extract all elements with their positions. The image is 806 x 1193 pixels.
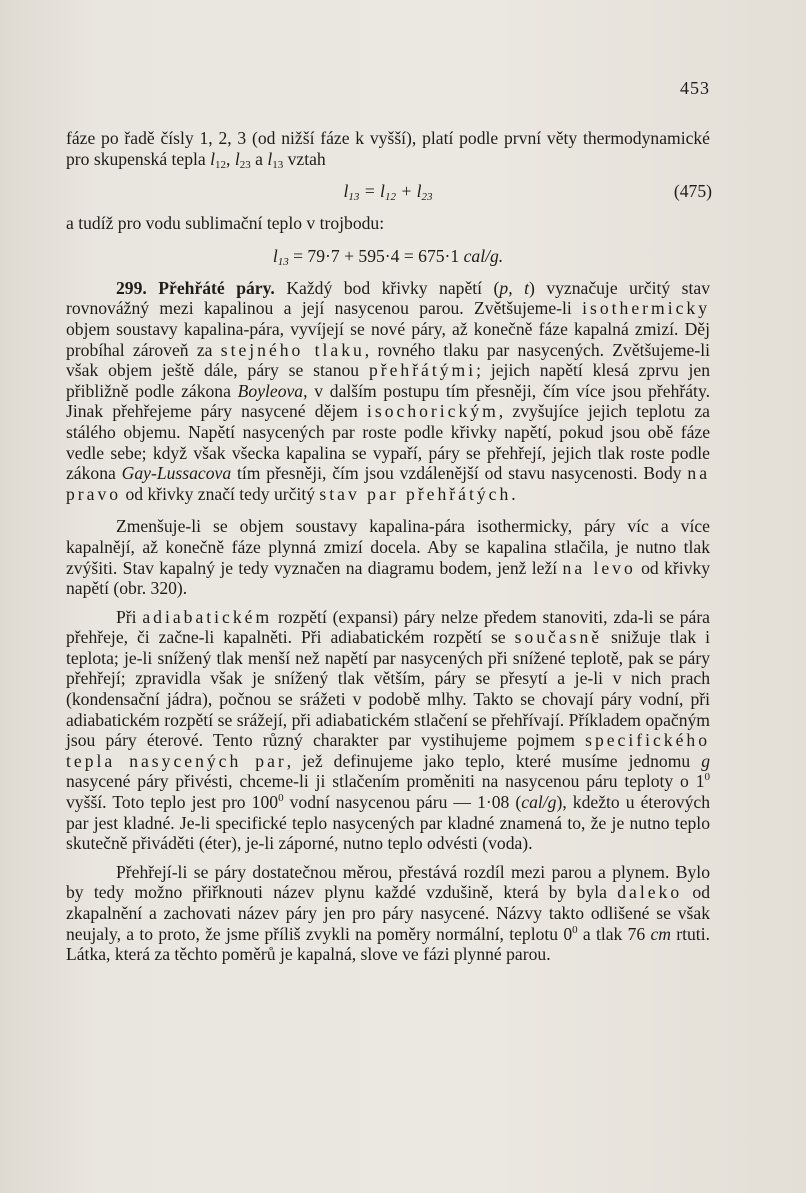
section-299-paragraph: 299. Přehřáté páry. Každý bod křivky napětí (p, t) vyznačuje určitý stav rovnovážný mezi kapalinou a její nasycenou parou. Zvětšujeme-li isothermicky objem soustavy kapalina-pára, vyvíjejí se nové páry, až konečně fáze kapalná zmizí. Děj probíhal zároveň za stejného tlaku, rovného tlaku par nasycených. Zvětšujeme-li však objem ještě dále, páry se stanou přehřátými; jejich napětí klesá zprvu jen přibližně podle zákona Boyleova, v dalším postupu tím přesněji, čím více jsou přehřáty. Jinak přehřejeme páry nasycené dějem isochorickým, zvyšujíce jejich teplotu za stálého objemu. Napětí nasycených par roste podle křivky napětí, pokud jsou obě fáze vedle sebe; když však všecka kapalina se vypaří, páry se přehřejí, jejich tlak roste podle zákona Gay-Lussacova tím přesněji, čím jsou vzdálenější od stavu nasycenosti. Body na pravo od křivky značí tedy určitý stav par přehřátých. bbox=[66, 277, 711, 504]
page-number: 453 bbox=[680, 78, 710, 98]
sublimation-sentence: a tudíž pro vodu sublimační teplo v trojbodu: bbox=[66, 213, 385, 234]
paragraph-adiabatic: Při adiabatickém rozpětí (expansi) páry nelze předem stanoviti, zda-li se pára přehřeje, či začne-li kapalněti. Při adiabatickém rozpětí se současně snižuje tlak i teplota; je-li snížený tlak menší než napětí par nasycených při snížené teplotě, pak se páry přehřejí; zpravidla však je snížený tlak větším, páry se přesytí a je-li v nich prach (kondensační jádra), počnou se srážeti v podobě mlhy. Takto se chovají páry vodní, při adiabatickém rozpětí se srážejí, při adiabatickém stlačení se přehřívají. Příkladem opačným jsou páry éterové. Tento různý charakter par vystihujeme pojmem specifického tepla nasycených par, jež definujeme jako teplo, které musíme jednomu g nasycené páry přivésti, chceme-li ji stlačením proměniti na nasycenou páru teploty o $1^0$ vyšší. Toto teplo jest pro $100^0$ vodní nasycenou páru — 1·08 (cal/g), kdežto u éterových par jest kladné. Je-li specifické teplo nasycených par kladné znamená to, že je nutno teplo skutečně přiváděti (éter), je-li záporné, nutno teplo odvésti (voda). bbox=[66, 606, 710, 854]
paragraph-gas-vapour: Přehřejí-li se páry dostatečnou měrou, přestává rozdíl mezi parou a plynem. Bylo by tedy možno přiřknouti název plynu každé vzdušině, která by byla daleko od zkapalnění a zachovati název páry jen pro páry nasycené. Názvy takto odlišené se však neujaly, a to proto, že jsme příliš zvykli na poměry normální, teplotu $0^0$ a tlak 76 cm rtuti. Látka, která za těchto poměrů je kapalná, slove ve fázi plynné parou. bbox=[66, 861, 710, 965]
section-number: 299. bbox=[116, 277, 147, 298]
paragraph-liquid-state: Zmenšuje-li se objem soustavy kapalina-pára isothermicky, páry víc a více kapalnějí, až konečně fáze plynná zmizí docela. Aby se kapalina stlačila, je nutno tlak zvýšiti. Stav kapalný je tedy vyznačen na diagramu bodem, jenž leží na levo od křivky napětí (obr. 320). bbox=[66, 516, 711, 599]
equation-number: (475) bbox=[673, 181, 712, 202]
intro-paragraph: fáze po řadě čísly 1, 2, 3 (od nižší fáze k vyšší), platí podle první věty thermodynamické pro skupenská tepla $l_{12}$, $l_{23}$ a $l_{13}$ vztah bbox=[66, 128, 710, 171]
section-title: Přehřáté páry. bbox=[158, 277, 275, 298]
body-text bbox=[66, 128, 710, 965]
sublimation-formula: $l_{13} = 79\cdot 7 + 595\cdot 4 = 675\cdot 1$ cal/g. bbox=[272, 245, 504, 268]
formula-475: $l_{13} = l_{12} + l_{23}$ (475) bbox=[343, 181, 712, 204]
